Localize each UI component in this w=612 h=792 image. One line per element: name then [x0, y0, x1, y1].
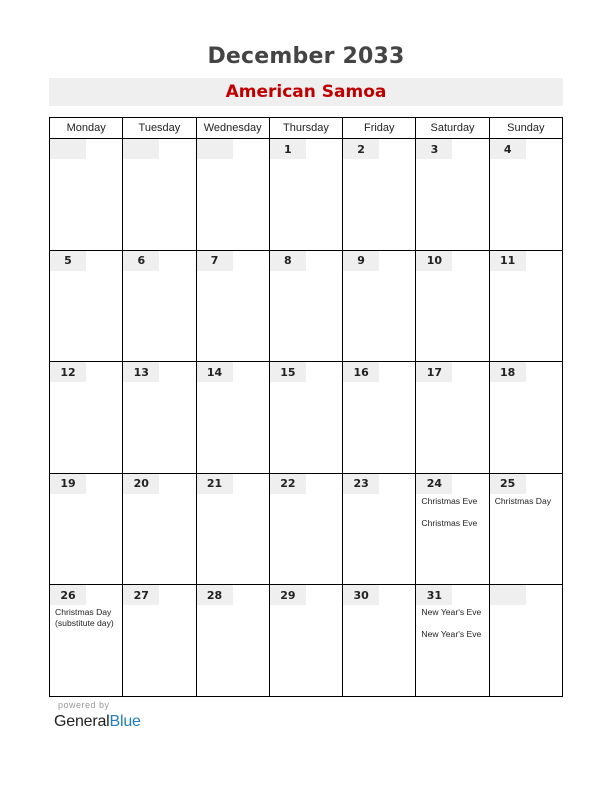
day-number: 23 [343, 474, 379, 494]
day-cell-15[interactable] [270, 362, 343, 474]
day-number: 18 [490, 362, 526, 382]
region-banner [49, 78, 563, 106]
page-title: December 2033 [207, 44, 405, 69]
day-number: 10 [416, 251, 452, 271]
day-cell-30[interactable] [343, 585, 416, 697]
day-number: 1 [270, 139, 306, 159]
day-number: 24 [416, 474, 452, 494]
week-row [50, 474, 563, 586]
empty-day-cell [490, 585, 563, 697]
holiday-event: Christmas Eve [421, 517, 478, 528]
empty-day-cell [123, 139, 196, 251]
event-list [421, 496, 485, 529]
day-cell-13[interactable] [123, 362, 196, 474]
brand-blue-text: Blue [109, 713, 141, 730]
day-cell-18[interactable] [490, 362, 563, 474]
day-cell-5[interactable] [50, 251, 123, 363]
day-cell-4[interactable] [490, 139, 563, 251]
day-cell-23[interactable] [343, 474, 416, 586]
day-cell-20[interactable] [123, 474, 196, 586]
day-number: 9 [343, 251, 379, 271]
day-number: 4 [490, 139, 526, 159]
day-cell-12[interactable] [50, 362, 123, 474]
event-list [421, 607, 485, 640]
weekday-header-sunday: Sunday [490, 118, 563, 139]
day-number: 16 [343, 362, 379, 382]
weekday-header-thursday: Thursday [270, 118, 343, 139]
day-number [490, 585, 526, 605]
holiday-event: New Year's Eve [421, 629, 482, 640]
day-cell-19[interactable] [50, 474, 123, 586]
weekday-header-wednesday: Wednesday [197, 118, 270, 139]
generalblue-logo[interactable] [54, 713, 141, 731]
day-number: 19 [50, 474, 86, 494]
day-number: 26 [50, 585, 86, 605]
day-number: 2 [343, 139, 379, 159]
day-cell-14[interactable] [197, 362, 270, 474]
weekday-header-saturday: Saturday [416, 118, 489, 139]
day-number: 3 [416, 139, 452, 159]
day-cell-16[interactable] [343, 362, 416, 474]
day-cell-29[interactable] [270, 585, 343, 697]
powered-by-label: powered by [58, 700, 110, 710]
day-cell-24[interactable] [416, 474, 489, 586]
day-cell-8[interactable] [270, 251, 343, 363]
day-cell-7[interactable] [197, 251, 270, 363]
day-cell-21[interactable] [197, 474, 270, 586]
day-number: 15 [270, 362, 306, 382]
day-cell-3[interactable] [416, 139, 489, 251]
day-number: 25 [490, 474, 526, 494]
empty-day-cell [50, 139, 123, 251]
day-cell-11[interactable] [490, 251, 563, 363]
holiday-event: Christmas Day (substitute day) [55, 607, 114, 629]
day-cell-2[interactable] [343, 139, 416, 251]
day-cell-27[interactable] [123, 585, 196, 697]
day-number: 31 [416, 585, 452, 605]
week-row [50, 139, 563, 251]
day-cell-31[interactable] [416, 585, 489, 697]
day-number: 22 [270, 474, 306, 494]
day-number: 17 [416, 362, 452, 382]
day-number: 11 [490, 251, 526, 271]
day-cell-10[interactable] [416, 251, 489, 363]
day-cell-22[interactable] [270, 474, 343, 586]
calendar-grid [49, 117, 563, 697]
weekday-header-row [50, 118, 563, 139]
day-number: 28 [197, 585, 233, 605]
event-list [55, 607, 119, 629]
holiday-event: New Year's Eve [421, 607, 482, 618]
day-cell-25[interactable] [490, 474, 563, 586]
brand-general-text: General [54, 713, 110, 730]
event-list [495, 496, 559, 507]
day-number [197, 139, 233, 159]
day-number: 12 [50, 362, 86, 382]
weekday-header-tuesday: Tuesday [123, 118, 196, 139]
day-cell-17[interactable] [416, 362, 489, 474]
day-cell-9[interactable] [343, 251, 416, 363]
day-number: 8 [270, 251, 306, 271]
day-number: 30 [343, 585, 379, 605]
week-row [50, 251, 563, 363]
week-row [50, 585, 563, 697]
day-number: 29 [270, 585, 306, 605]
region-title: American Samoa [225, 82, 387, 102]
day-cell-6[interactable] [123, 251, 196, 363]
day-number: 14 [197, 362, 233, 382]
day-number [50, 139, 86, 159]
week-row [50, 362, 563, 474]
day-number: 20 [123, 474, 159, 494]
day-number: 5 [50, 251, 86, 271]
weekday-header-friday: Friday [343, 118, 416, 139]
day-number: 7 [197, 251, 233, 271]
day-cell-28[interactable] [197, 585, 270, 697]
day-cell-26[interactable] [50, 585, 123, 697]
weekday-header-monday: Monday [50, 118, 123, 139]
day-number: 6 [123, 251, 159, 271]
day-number: 21 [197, 474, 233, 494]
holiday-event: Christmas Day [494, 495, 552, 506]
holiday-event: Christmas Eve [421, 495, 478, 506]
day-number: 13 [123, 362, 159, 382]
day-number [123, 139, 159, 159]
day-number: 27 [123, 585, 159, 605]
empty-day-cell [197, 139, 270, 251]
day-cell-1[interactable] [270, 139, 343, 251]
